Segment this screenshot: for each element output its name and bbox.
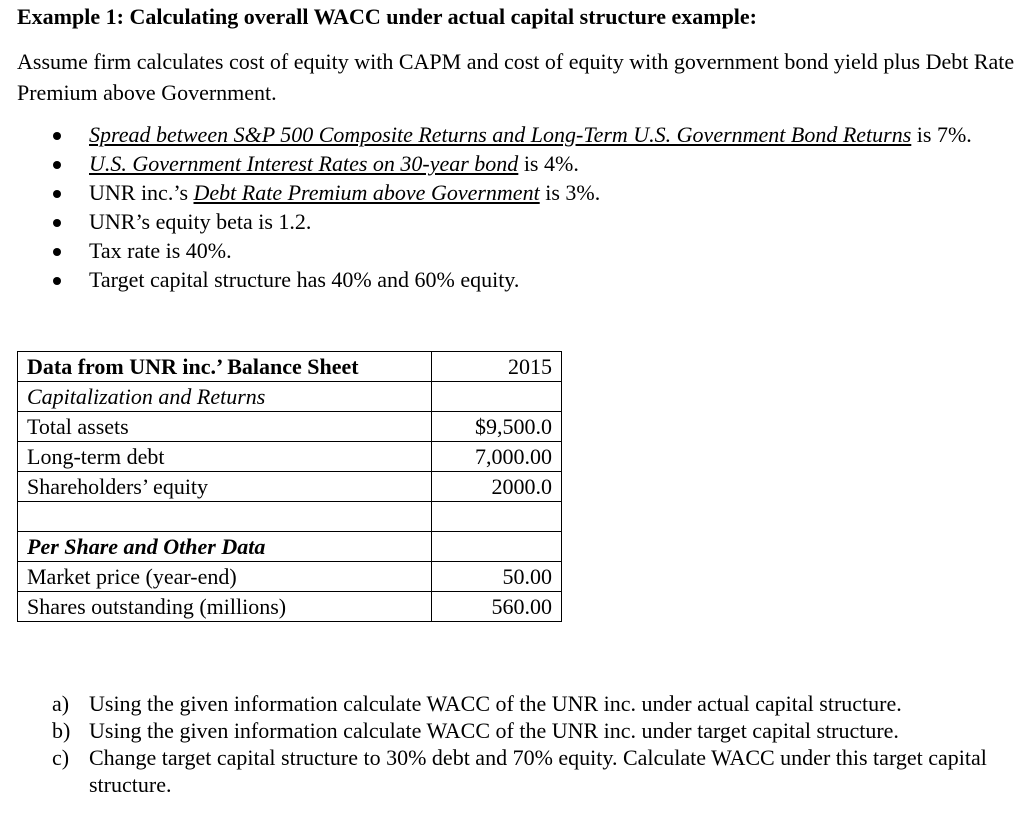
bullet-text: UNR inc.’s (89, 180, 194, 205)
example-title: Example 1: Calculating overall WACC under actual capital structure example: (17, 4, 758, 29)
question-text: Using the given information calculate WACC of the UNR inc. under target capital structure. (89, 718, 899, 743)
bullet-text: is 7%. (911, 122, 972, 147)
bullet-text: is 4%. (518, 151, 579, 176)
row-value: 50.00 (432, 562, 562, 592)
row-label: Shares outstanding (millions) (18, 592, 432, 622)
row-value: $9,500.0 (432, 412, 562, 442)
section-per-share: Per Share and Other Data (18, 532, 432, 562)
table-row (18, 592, 562, 622)
row-label: Shareholders’ equity (18, 472, 432, 502)
table-row (18, 472, 562, 502)
question-text: Change target capital structure to 30% debt and 70% equity. Calculate WACC under this target capital structure. (89, 745, 987, 797)
question-item (0, 744, 1024, 798)
table-row (18, 442, 562, 472)
question-marker: a) (52, 691, 70, 716)
bullet-icon (53, 190, 61, 198)
empty-cell (18, 502, 432, 532)
table-section-row (18, 382, 562, 412)
table-empty-row (18, 502, 562, 532)
government-rates-link[interactable]: U.S. Government Interest Rates on 30-year bond (89, 151, 519, 176)
question-marker: c) (52, 745, 70, 770)
table-header-year: 2015 (432, 352, 562, 382)
question-marker: b) (52, 718, 71, 743)
debt-premium-link[interactable]: Debt Rate Premium above Government (193, 180, 540, 205)
bullet-icon (53, 277, 61, 285)
section-capitalization: Capitalization and Returns (18, 382, 432, 412)
table-header-label: Data from UNR inc.’ Balance Sheet (18, 352, 432, 382)
empty-cell (432, 382, 562, 412)
list-item (0, 149, 1024, 178)
list-item (0, 207, 1024, 236)
list-item (0, 120, 1024, 149)
row-label: Market price (year-end) (18, 562, 432, 592)
table-row (18, 412, 562, 442)
balance-sheet-table (17, 351, 562, 622)
question-item (0, 690, 1024, 717)
empty-cell (432, 502, 562, 532)
row-value: 560.00 (432, 592, 562, 622)
bullet-text: UNR’s equity beta is 1.2. (89, 209, 312, 234)
row-value: 7,000.00 (432, 442, 562, 472)
table-row (18, 562, 562, 592)
question-text: Using the given information calculate WACC of the UNR inc. under actual capital structure. (89, 691, 902, 716)
assumptions-list (0, 120, 1024, 294)
list-item (0, 236, 1024, 265)
table-section-row (18, 532, 562, 562)
bullet-icon (53, 219, 61, 227)
row-label: Total assets (18, 412, 432, 442)
table-header-row (18, 352, 562, 382)
list-item (0, 178, 1024, 207)
intro-paragraph: Assume firm calculates cost of equity with CAPM and cost of equity with government bond yield plus Debt Rate Premium above Government. (17, 49, 1015, 105)
questions-list (0, 690, 1024, 798)
row-label: Long-term debt (18, 442, 432, 472)
row-value: 2000.0 (432, 472, 562, 502)
bullet-icon (53, 248, 61, 256)
bullet-icon (53, 161, 61, 169)
spread-link[interactable]: Spread between S&P 500 Composite Returns and Long-Term U.S. Government Bond Returns (89, 122, 912, 147)
bullet-text: is 3%. (539, 180, 601, 205)
bullet-icon (53, 132, 61, 140)
empty-cell (432, 532, 562, 562)
question-item (0, 717, 1024, 744)
bullet-text: Target capital structure has 40% and 60% equity. (89, 267, 520, 292)
bullet-text: Tax rate is 40%. (89, 238, 232, 263)
list-item (0, 265, 1024, 294)
